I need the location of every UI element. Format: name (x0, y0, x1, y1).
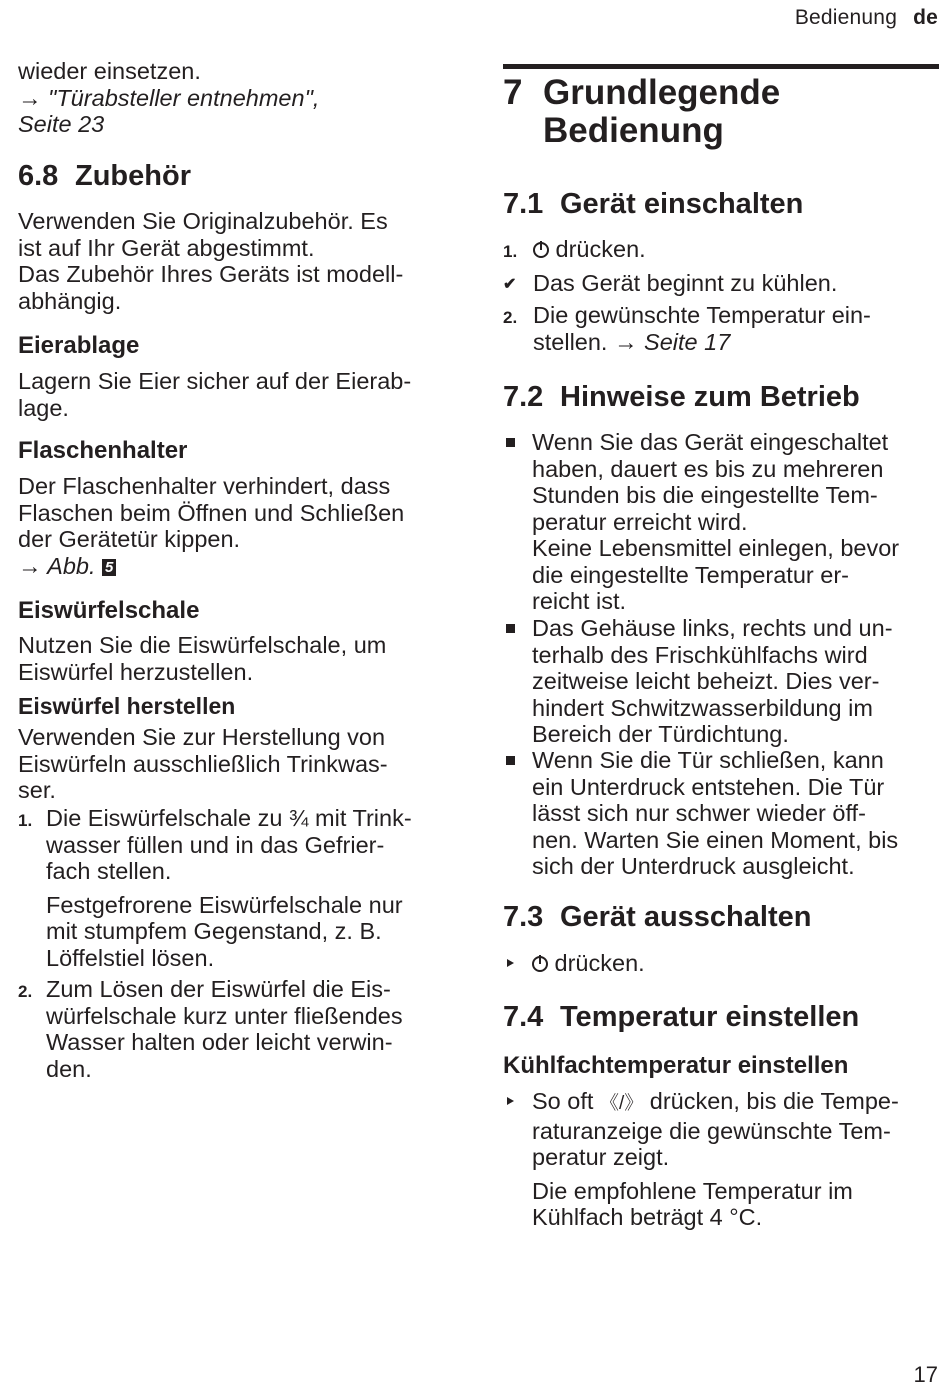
step-text-line: würfelschale kurz unter fließendes (46, 1002, 403, 1029)
chapter-number: 7 (503, 73, 523, 112)
action-note-line: Die empfohlene Temperatur im (532, 1177, 853, 1204)
step-text-line: fach stellen. (46, 858, 172, 884)
action-text-line: peratur zeigt. (532, 1144, 670, 1170)
step-text-line: wasser füllen und in das Gefrier- (46, 831, 385, 858)
section-6-8-body (18, 208, 403, 314)
eierablage-heading: Eierablage (18, 332, 140, 359)
bullet-text-line: die eingestellte Temperatur er- (532, 561, 849, 588)
bullet-text-line: lässt sich nur schwer wieder öff- (532, 800, 866, 826)
chapter-7-heading (503, 74, 780, 150)
figure-reference-label: → Abb. (18, 552, 96, 579)
section-7-4-heading (503, 1001, 859, 1034)
bullet-text-line: haben, dauert es bis zu mehreren (532, 455, 884, 482)
check-icon: ✔ (503, 276, 517, 293)
chapter-title-line: Bedienung (543, 111, 724, 150)
page-cross-reference[interactable]: → Seite 17 (614, 328, 731, 355)
bullet-item-3 (503, 747, 943, 880)
paragraph-line: lage. (18, 394, 69, 421)
step-text-line: Die gewünschte Temperatur ein- (533, 302, 871, 328)
action-triangle-icon (507, 1097, 514, 1105)
intro-text (18, 58, 319, 138)
bullet-text-line: Bereich der Türdichtung. (532, 721, 789, 747)
step-number: 2. (503, 308, 518, 327)
step-text-line: Die Eiswürfelschale zu ¾ mit Trink- (46, 805, 412, 831)
bullet-text-line: peratur erreicht wird. (532, 508, 748, 535)
section-title: Gerät ausschalten (560, 901, 812, 933)
action-triangle-icon (507, 959, 514, 967)
action-text-line: raturanzeige die gewünschte Tem- (532, 1117, 891, 1144)
list-item-step-2 (503, 302, 943, 355)
step-text-line: den. (46, 1055, 92, 1082)
chapter-rule (503, 64, 939, 69)
section-title: Gerät einschalten (560, 188, 804, 220)
section-number: 7.1 (503, 188, 544, 220)
list-item-result (503, 270, 943, 297)
flaschenhalter-body (18, 473, 404, 579)
section-number: 7.3 (503, 901, 544, 933)
bullet-icon (506, 756, 515, 765)
section-title: Hinweise zum Betrieb (560, 381, 860, 413)
section-7-2-heading (503, 381, 860, 414)
paragraph-line: Lagern Sie Eier sicher auf der Eierab- (18, 368, 412, 394)
bullet-icon (506, 438, 515, 447)
section-7-3-heading (503, 901, 811, 934)
section-title: Zubehör (75, 160, 191, 192)
paragraph-line: der Gerätetür kippen. (18, 526, 241, 552)
list-item-step-1 (503, 236, 943, 263)
paragraph-line: abhängig. (18, 287, 122, 314)
step-note-line: Festgefrorene Eiswürfelschale nur (46, 891, 403, 918)
paragraph-line: Verwenden Sie Originalzubehör. Es (18, 208, 388, 234)
bullet-item-2 (503, 615, 943, 748)
paragraph-line: ser. (18, 777, 56, 803)
intro-cross-reference[interactable]: → "Türabsteller entnehmen", (18, 84, 320, 111)
paragraph-line: Verwenden Sie zur Herstellung von (18, 724, 386, 750)
action-note-line: Kühlfach beträgt 4 °C. (532, 1204, 763, 1230)
step-text: stellen. (533, 328, 608, 355)
eierablage-body (18, 368, 411, 421)
bullet-text-line: nen. Warten Sie einen Moment, bis (532, 826, 899, 853)
chapter-title-line: Grundlegende (543, 73, 781, 112)
step-text: drücken. (555, 236, 646, 262)
eiswuerfelschale-body (18, 632, 386, 685)
figure-reference[interactable] (18, 553, 404, 580)
bullet-text-line: Wenn Sie das Gerät eingeschaltet (532, 429, 889, 455)
section-6-8-heading (18, 160, 191, 193)
header-language: de (913, 6, 938, 29)
bullet-text-line: Das Gehäuse links, rechts und un- (532, 615, 893, 641)
list-item-step-2 (18, 976, 458, 1082)
bullet-text-line: hindert Schwitzwasserbildung im (532, 694, 873, 721)
result-text: Das Gerät beginnt zu kühlen. (533, 270, 838, 296)
page-number: 17 (913, 1362, 938, 1387)
bullet-text-line: Stunden bis die eingestellte Tem- (532, 482, 878, 508)
step-note-line: mit stumpfem Gegenstand, z. B. (46, 918, 382, 944)
bullet-item-1 (503, 429, 943, 615)
section-number: 7.2 (503, 381, 544, 413)
bullet-icon (506, 624, 515, 633)
kuehlfachtemperatur-heading: Kühlfachtemperatur einstellen (503, 1052, 849, 1079)
flaschenhalter-heading: Flaschenhalter (18, 437, 188, 464)
bullet-text-line: sich der Unterdruck ausgleicht. (532, 853, 855, 879)
section-number: 7.4 (503, 1001, 544, 1033)
paragraph-line: ist auf Ihr Gerät abgestimmt. (18, 234, 315, 261)
paragraph-line: Der Flaschenhalter verhindert, dass (18, 473, 391, 499)
action-text: drücken, bis die Tempe- (649, 1088, 899, 1114)
action-text: drücken. (554, 950, 645, 976)
running-header (795, 6, 938, 30)
power-icon (532, 956, 548, 972)
step-number: 1. (18, 811, 33, 830)
section-7-1-heading (503, 188, 803, 221)
header-section: Bedienung (794, 6, 898, 29)
eiswuerfelschale-heading: Eiswürfelschale (18, 597, 200, 624)
section-title: Temperatur einstellen (560, 1001, 860, 1033)
paragraph-line: Nutzen Sie die Eiswürfelschale, um (18, 632, 387, 658)
step-number: 1. (503, 242, 518, 261)
step-note-line: Löffelstiel lösen. (46, 944, 215, 971)
eiswuerfel-herstellen-body (18, 724, 388, 804)
intro-line: wieder einsetzen. (18, 58, 201, 84)
bullet-text-line: Wenn Sie die Tür schließen, kann (532, 747, 884, 773)
step-text-line: Wasser halten oder leicht verwin- (46, 1029, 393, 1055)
action-item (503, 1088, 943, 1231)
bullet-text-line: Keine Lebensmittel einlegen, bevor (532, 535, 900, 561)
bullet-text-line: reicht ist. (532, 588, 627, 614)
bullet-text-line: ein Unterdruck entstehen. Die Tür (532, 773, 885, 800)
chevron-buttons-icon: 《/》 (599, 1093, 644, 1114)
section-number: 6.8 (18, 160, 59, 192)
paragraph-line: Eiswürfeln ausschließlich Trinkwas- (18, 750, 388, 777)
bullet-text-line: terhalb des Frischkühlfachs wird (532, 641, 868, 668)
action-item (503, 950, 943, 977)
step-number: 2. (18, 982, 33, 1001)
bullet-text-line: zeitweise leicht beheizt. Dies ver- (532, 668, 880, 694)
list-item-step-1 (18, 805, 458, 971)
paragraph-line: Das Zubehör Ihres Geräts ist modell- (18, 261, 404, 287)
figure-number-badge: 5 (102, 559, 116, 576)
paragraph-line: Flaschen beim Öffnen und Schließen (18, 499, 405, 526)
paragraph-line: Eiswürfel herzustellen. (18, 658, 254, 685)
intro-cross-reference-page[interactable]: Seite 23 (18, 111, 105, 137)
power-icon (533, 242, 549, 258)
step-text-line: Zum Lösen der Eiswürfel die Eis- (46, 976, 391, 1002)
action-text: So oft (532, 1088, 594, 1114)
eiswuerfel-herstellen-heading: Eiswürfel herstellen (18, 693, 236, 719)
